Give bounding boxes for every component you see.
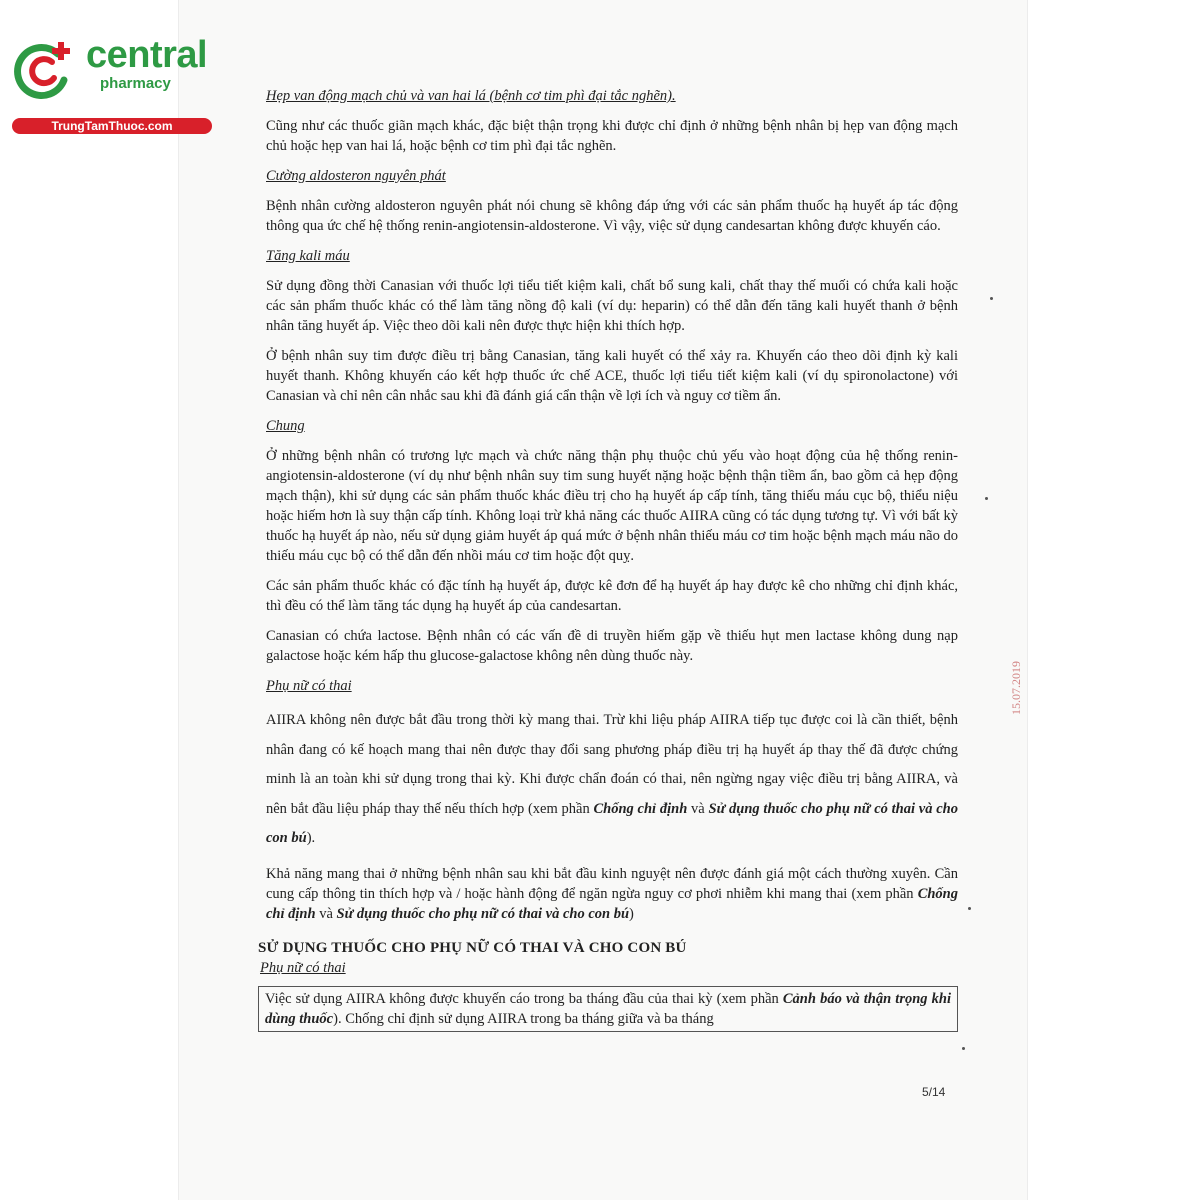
paragraph: Ở những bệnh nhân có trương lực mạch và chức năng thận phụ thuộc chủ yếu vào hoạt động của hệ thống renin-angiotensin-aldosterone (ví dụ như bệnh nhân suy tim sung huyết nặng hoặc bệnh thận tiềm ẩn, bao gồm cả hẹp động mạch thận), khi sử dụng các sản phẩm thuốc khác điều trị cho hạ huyết áp cấp tính, tăng thiếu máu cục bộ, thiểu niệu hoặc hiếm hơn là suy thận cấp tính. Không loại trừ khả năng các thuốc AIIRA cũng có tác dụng tương tự. Vì với bất kỳ thuốc hạ huyết áp nào, nếu sử dụng giảm huyết áp quá mức ở bệnh nhân thiếu máu cơ tim hoặc bệnh mạch máu não do thiếu máu cục bộ có thể dẫn đến nhồi máu cơ tim hoặc đột quỵ. bbox=[266, 448, 958, 564]
heading-hyperkalemia: Tăng kali máu bbox=[266, 248, 350, 264]
paragraph: Cũng như các thuốc giãn mạch khác, đặc biệt thận trọng khi được chỉ định ở những bệnh nhân bị hẹp van động mạch chủ hoặc hẹp van hai lá, hoặc bệnh cơ tim phì đại tắc nghẽn. bbox=[266, 118, 958, 154]
svg-text:15.07.2019: 15.07.2019 bbox=[1009, 661, 1023, 715]
scan-mark bbox=[990, 297, 993, 300]
paragraph: AIIRA không nên được bắt đầu trong thời kỳ mang thai. Trừ khi liệu pháp AIIRA tiếp tục được coi là cần thiết, bệnh nhân đang có kế hoạch mang thai nên được thay đổi sang phương pháp điều trị hạ huyết áp thay thế đã được chứng minh là an toàn khi sử dụng trong thai kỳ. Khi được chẩn đoán có thai, nên ngừng ngay việc điều trị bằng AIIRA, và nên bắt đầu liệu pháp thay thế nếu thích hợp (xem phần Chống chỉ định và Sử dụng thuốc cho phụ nữ có thai và cho con bú). bbox=[266, 712, 958, 846]
heading-aldosteronism: Cường aldosteron nguyên phát bbox=[266, 168, 446, 184]
paragraph: Canasian có chứa lactose. Bệnh nhân có các vấn đề di truyền hiếm gặp về thiếu hụt men lactase không dung nạp galactose hoặc kém hấp thu glucose-galactose không nên dùng thuốc này. bbox=[266, 628, 958, 664]
logo-subtitle: pharmacy bbox=[100, 75, 171, 92]
date-stamp bbox=[1002, 560, 1036, 720]
paragraph: Các sản phẩm thuốc khác có đặc tính hạ huyết áp, được kê đơn để hạ huyết áp hay được kê cho những chỉ định khác, thì đều có thể làm tăng tác dụng hạ huyết áp của candesartan. bbox=[266, 578, 958, 614]
boxed-paragraph: Việc sử dụng AIIRA không được khuyến cáo trong ba tháng đầu của thai kỳ (xem phần Cảnh báo và thận trọng khi dùng thuốc). Chống chỉ định sử dụng AIIRA trong ba tháng giữa và ba tháng bbox=[258, 986, 958, 1032]
heading-pregnancy: Phụ nữ có thai bbox=[266, 678, 352, 694]
section-title: SỬ DỤNG THUỐC CHO PHỤ NỮ CÓ THAI VÀ CHO CON BÚ bbox=[258, 939, 687, 956]
scan-mark bbox=[968, 907, 971, 910]
heading-general: Chung bbox=[266, 418, 305, 434]
page-number: 5/14 bbox=[922, 1085, 946, 1099]
paragraph: Ở bệnh nhân suy tim được điều trị bằng Canasian, tăng kali huyết có thể xảy ra. Khuyến cáo theo dõi định kỳ kali huyết thanh. Không khuyến cáo kết hợp thuốc ức chế ACE, thuốc lợi tiểu tiết kiệm kali (ví dụ spironolactone) với Canasian và chỉ nên cân nhắc sau khi đã đánh giá cẩn thận về lợi ích và nguy cơ tiềm ẩn. bbox=[266, 348, 958, 404]
scan-mark bbox=[962, 1047, 965, 1050]
pharmacy-logo-icon bbox=[12, 40, 72, 100]
heading-valve-stenosis: Hẹp van động mạch chủ và van hai lá (bệnh cơ tim phì đại tắc nghẽn). bbox=[266, 88, 676, 104]
logo-website: TrungTamThuoc.com bbox=[12, 118, 212, 134]
heading-pregnancy-2: Phụ nữ có thai bbox=[260, 959, 346, 976]
logo-name: central bbox=[86, 34, 208, 76]
paragraph: Khả năng mang thai ở những bệnh nhân sau khi bắt đầu kinh nguyệt nên được đánh giá một cách thường xuyên. Cần cung cấp thông tin thích hợp và / hoặc hành động để ngăn ngừa nguy cơ phơi nhiễm khi mang thai (xem phần Chống chỉ định và Sử dụng thuốc cho phụ nữ có thai và cho con bú) bbox=[266, 865, 958, 922]
paragraph: Sử dụng đồng thời Canasian với thuốc lợi tiểu tiết kiệm kali, chất bổ sung kali, chất thay thế muối có chứa kali hoặc các sản phẩm thuốc khác có thể làm tăng nồng độ kali (ví dụ: heparin) có thể dẫn đến tăng kali huyết thanh ở bệnh nhân tăng huyết áp. Việc theo dõi kali nên được thực hiện khi thích hợp. bbox=[266, 278, 958, 334]
scan-mark bbox=[985, 497, 988, 500]
document-body bbox=[258, 86, 958, 1032]
pharmacy-logo bbox=[8, 36, 218, 136]
paragraph: Bệnh nhân cường aldosteron nguyên phát nói chung sẽ không đáp ứng với các sản phẩm thuốc hạ huyết áp tác động thông qua ức chế hệ thống renin-angiotensin-aldosterone. Vì vậy, việc sử dụng candesartan không được khuyến cáo. bbox=[266, 198, 958, 234]
